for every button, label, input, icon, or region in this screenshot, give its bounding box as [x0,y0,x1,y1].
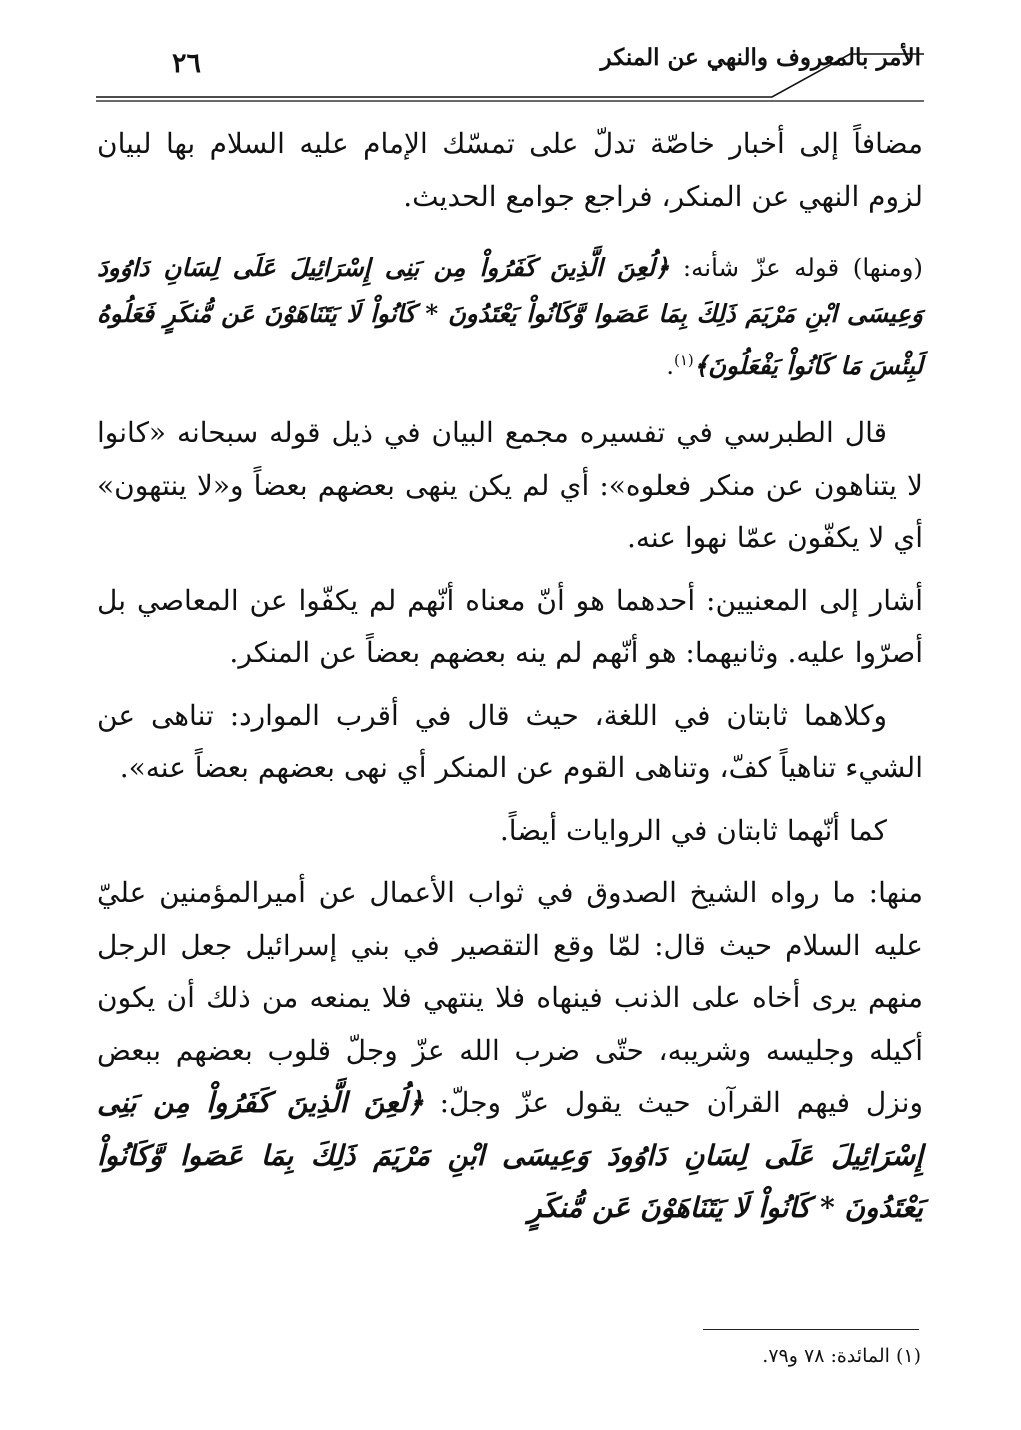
citation-intro: (ومنها) قوله عزّ شأنه: [669,253,923,282]
paragraph-tabarsi: قال الطبرسي في تفسيره مجمع البيان في ذيل قوله سبحانه «كانوا لا يتناهون عن منكر فعلوه»: أي لم يكن ينهى بعضهم بعضاً و«لا ينتهون» أي لا يكفّون عمّا نهوا عنه. [97,416,923,555]
footnote-separator [703,1329,919,1330]
quran-verse: ﴿لُعِنَ الَّذِينَ كَفَرُواْ مِن بَنِى إِسْرَائِيلَ عَلَى لِسَانِ دَاوُودَ وَعِيسَى ابْنِ مَرْيَمَ ذَلِكَ بِمَا عَصَوا وَّكَانُواْ يَعْتَدُونَ * كَانُواْ لَا يَتَنَاهَوْنَ عَن مُّنكَرٍ فَعَلُوهُ لَبِئْسَ مَا كَانُواْ يَفْعَلُونَ﴾ [97,253,923,381]
paragraph-lexicon: وكلاهما ثابتان في اللغة، حيث قال في أقرب الموارد: تناهى عن الشيء تناهياً كفّ، وتناهى القوم عن المنكر أي نهى بعضهم بعضاً عنه». [97,698,923,785]
citation-end: . [666,351,674,381]
paragraph-two-meanings: أشار إلى المعنيين: أحدهما هو أنّ معناه أنّهم لم يكفّوا عن المعاصي بل أصرّوا عليه. وثانيهما: هو أنّهم لم ينه بعضهم بعضاً عن المنكر. [97,583,923,670]
paragraph-quran-citation [97,245,923,389]
page-number: ٢٦ [172,48,202,79]
narration-text: منها: ما رواه الشيخ الصدوق في ثواب الأعمال عن أميرالمؤمنين عليّ عليه السلام حيث قال: لمّا وقع التقصير في بني إسرائيل جعل الرجل منهم يرى أخاه على الذنب فينهاه فلا ينتهي فلا يمنعه من ذلك أن يكون أكيله وجليسه وشريبه، حتّى ضرب الله عزّ وجلّ قلوب بعضهم ببعض ونزل فيهم القرآن حيث يقول عزّ وجلّ: [97,876,923,1120]
page-body [97,118,923,1245]
paragraph-saduq-narration [97,867,923,1235]
header-rule [96,52,924,102]
paragraph-1: مضافاً إلى أخبار خاصّة تدلّ على تمسّك الإمام عليه السلام بها لبيان لزوم النهي عن المنكر، فراجع جوامع الحديث. [97,127,923,213]
running-title: الأمر بالمعروف والنهي عن المنكر [600,44,921,71]
paragraph-narrations: كما أنّهما ثابتان في الروايات أيضاً. [499,813,887,847]
quran-verse-2: ﴿لُعِنَ الَّذِينَ كَفَرُواْ مِن بَنِى إِسْرَائِيلَ عَلَى لِسَانِ دَاوُودَ وَعِيسَى ابْنِ مَرْيَمَ ذَلِكَ بِمَا عَصَوا وَّكَانُواْ يَعْتَدُونَ * كَانُواْ لَا يَتَنَاهَوْنَ عَن مُّنكَرٍ [97,1086,923,1225]
footnote: (١) المائدة: ٧٨ و٧٩. [762,1345,921,1367]
footnote-reference: (١) [673,351,694,369]
